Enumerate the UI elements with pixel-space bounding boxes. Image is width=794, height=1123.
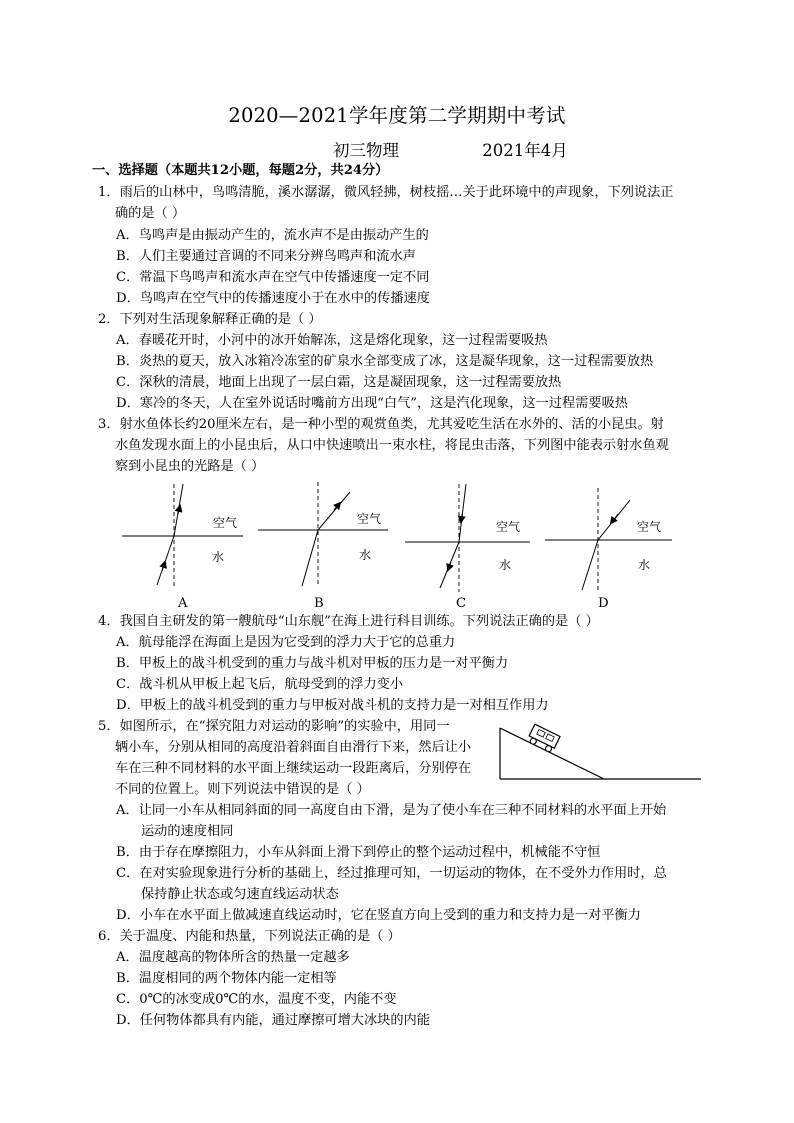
q5-stem-line2: 辆小车，分别从相同的高度沿着斜面自由滑行下来，然后让小 bbox=[115, 740, 472, 755]
diagram-c bbox=[405, 484, 530, 592]
diagram-d-label: D bbox=[598, 596, 609, 611]
diagram-c-label: C bbox=[456, 596, 467, 611]
q1-option-d: D．鸟鸣声在空气中的传播速度小于在水中的传播速度 bbox=[116, 291, 430, 306]
q1-stem-line1: 1．雨后的山林中，鸟鸣清脆，溪水潺潺，微风轻拂，树枝摇…关于此环境中的声现象，下列说法正 bbox=[98, 185, 674, 200]
q6-option-b: B．温度相同的两个物体内能一定相等 bbox=[116, 971, 337, 986]
diagram-d bbox=[545, 488, 672, 592]
diagram-c-air-label: 空气 bbox=[496, 520, 521, 534]
q5-stem-line3: 车在三种不同材料的水平面上继续运动一段距离后，分别停在 bbox=[115, 761, 472, 776]
diagram-b-label: B bbox=[314, 596, 324, 611]
q5-option-c-line2: 保持静止状态或匀速直线运动状态 bbox=[141, 887, 339, 902]
q5-option-d: D．小车在水平面上做减速直线运动时，它在竖直方向上受到的重力和支持力是一对平衡力 bbox=[116, 908, 641, 923]
exam-date: 2021年4月 bbox=[482, 141, 568, 160]
subject-label: 初三物理 bbox=[333, 141, 399, 160]
diagram-a-air-label: 空气 bbox=[213, 516, 238, 530]
section-heading: 一、选择题（本题共12小题，每题2分，共24分） bbox=[92, 163, 389, 178]
q1-option-b: B．人们主要通过音调的不同来分辨鸟鸣声和流水声 bbox=[116, 249, 416, 264]
q2-option-c: C．深秋的清晨，地面上出现了一层白霜，这是凝固现象，这一过程需要放热 bbox=[116, 375, 562, 390]
diagram-d-water-label: 水 bbox=[638, 558, 651, 572]
exam-title: 2020—2021学年度第二学期期中考试 bbox=[228, 104, 566, 127]
q5-option-b: B．由于存在摩擦阻力，小车从斜面上滑下到停止的整个运动过程中，机械能不守恒 bbox=[116, 845, 601, 860]
diagram-d-air-label: 空气 bbox=[637, 520, 662, 534]
q4-option-b: B．甲板上的战斗机受到的重力与战斗机对甲板的压力是一对平衡力 bbox=[116, 656, 509, 671]
refraction-diagrams bbox=[0, 478, 794, 613]
q3-stem-line3: 察到小昆虫的光路是（ ） bbox=[115, 459, 265, 474]
q6-option-d: D．任何物体都具有内能，通过摩擦可增大冰块的内能 bbox=[116, 1013, 430, 1028]
q5-option-a-line1: A．让同一小车从相同斜面的同一高度自由下滑，是为了使小车在三种不同材料的水平面上开始 bbox=[116, 803, 667, 818]
q6-option-c: C．0℃的冰变成0℃的水，温度不变，内能不变 bbox=[116, 992, 397, 1007]
q2-option-a: A．春暖花开时，小河中的冰开始解冻，这是熔化现象，这一过程需要吸热 bbox=[116, 333, 548, 348]
q3-stem-line1: 3．射水鱼体长约20厘米左右，是一种小型的观赏鱼类，尤其爱吃生活在水外的、活的小昆虫。射 bbox=[98, 417, 664, 432]
q1-stem-line2: 确的是（ ） bbox=[115, 206, 186, 221]
q4-option-a: A．航母能浮在海面上是因为它受到的浮力大于它的总重力 bbox=[116, 635, 456, 650]
diagram-b-water-label: 水 bbox=[359, 548, 372, 562]
q2-option-d: D．寒冷的冬天，人在室外说话时嘴前方出现“白气”，这是汽化现象，这一过程需要吸热 bbox=[116, 396, 628, 411]
q2-option-b: B．炎热的夏天，放入冰箱冷冻室的矿泉水全部变成了冰，这是凝华现象，这一过程需要放热 bbox=[116, 354, 654, 369]
q3-stem-line2: 水鱼发现水面上的小昆虫后，从口中快速喷出一束水柱，将昆虫击落，下列图中能表示射水鱼观 bbox=[115, 438, 669, 453]
q1-option-c: C．常温下鸟鸣声和流水声在空气中传播速度一定不同 bbox=[116, 270, 430, 285]
q4-stem: 4．我国自主研发的第一艘航母“山东舰”在海上进行科目训练。下列说法正确的是（ ） bbox=[98, 614, 599, 629]
diagram-b-air-label: 空气 bbox=[357, 512, 382, 526]
exam-subtitle bbox=[333, 137, 568, 161]
q6-option-a: A．温度越高的物体所含的热量一定越多 bbox=[116, 950, 350, 965]
diagram-a-label: A bbox=[178, 596, 188, 611]
diagram-a bbox=[122, 484, 243, 588]
q1-option-a: A．鸟鸣声是由振动产生的，流水声不是由振动产生的 bbox=[116, 228, 429, 243]
diagram-a-water-label: 水 bbox=[212, 550, 225, 564]
q4-option-c: C．战斗机从甲板上起飞后，航母受到的浮力变小 bbox=[116, 677, 404, 692]
q4-option-d: D．甲板上的战斗机受到的重力与甲板对战斗机的支持力是一对相互作用力 bbox=[116, 698, 549, 713]
diagram-b bbox=[258, 482, 388, 586]
q2-stem: 2．下列对生活现象解释正确的是（ ） bbox=[98, 312, 322, 327]
q5-stem-line4: 不同的位置上。则下列说法中错误的是（ ） bbox=[115, 782, 370, 797]
q5-stem-line1: 5．如图所示，在“探究阻力对运动的影响”的实验中，用同一 bbox=[98, 719, 450, 734]
diagram-c-water-label: 水 bbox=[499, 558, 512, 572]
q5-option-a-line2: 运动的速度相同 bbox=[141, 824, 234, 839]
incline-cart-diagram bbox=[494, 718, 704, 784]
q5-option-c-line1: C．在对实验现象进行分析的基础上，经过推理可知，一切运动的物体，在不受外力作用时，总 bbox=[116, 866, 667, 881]
q6-stem: 6．关于温度、内能和热量，下列说法正确的是（ ） bbox=[98, 929, 401, 944]
